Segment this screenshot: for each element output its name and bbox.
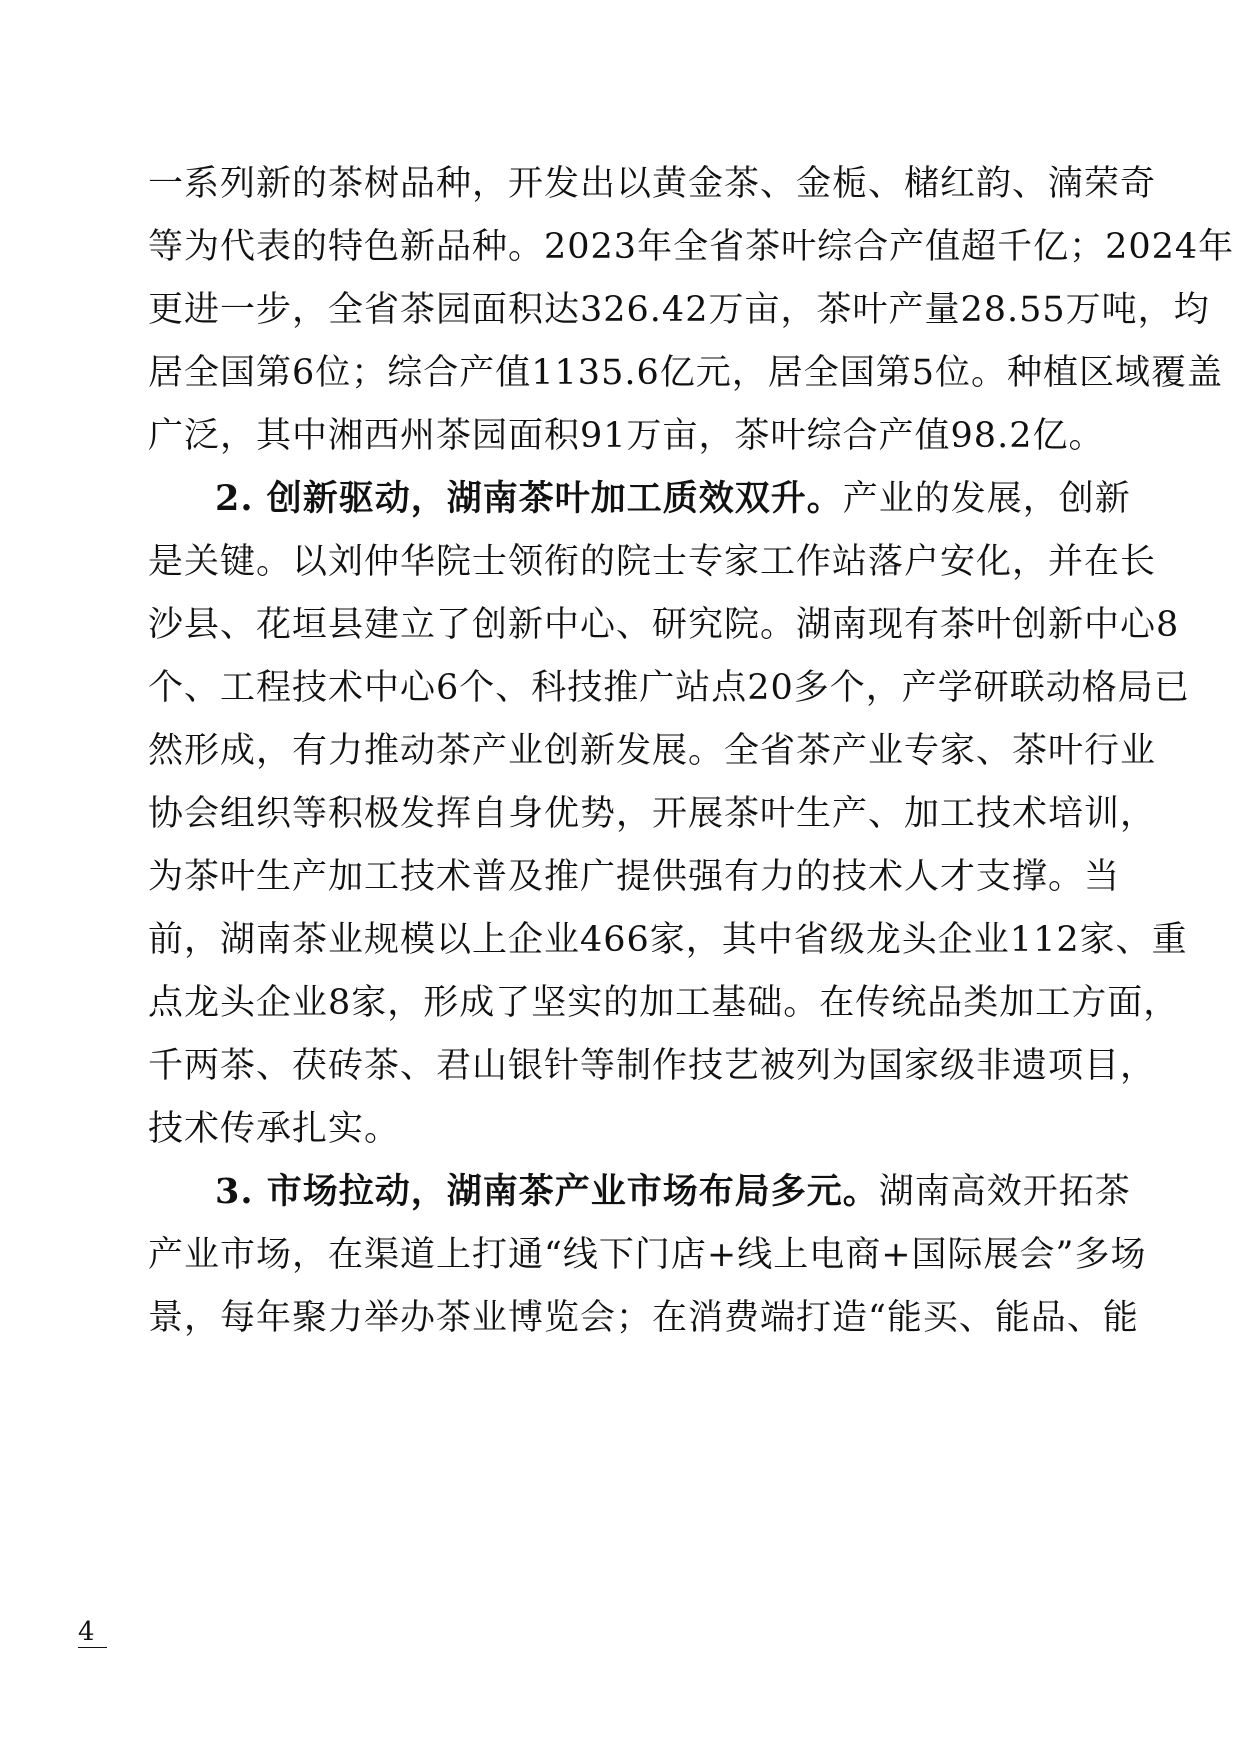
text-run: 产业的发展，创新 [842, 479, 1131, 519]
text-line: 个、工程技术中心6个、科技推广站点20多个，产学研联动格局已 [148, 668, 1190, 708]
text-line: 前，湖南茶业规模以上企业466家，其中省级龙头企业112家、重 [148, 920, 1188, 960]
text-line: 景，每年聚力举办茶业博览会；在消费端打造“能买、能品、能 [148, 1298, 1139, 1338]
text-line: 等为代表的特色新品种。2023年全省茶叶综合产值超千亿；2024年 [148, 227, 1235, 267]
text-line: 千两茶、茯砖茶、君山银针等制作技艺被列为国家级非遗项目， [148, 1046, 1157, 1086]
text-line: 技术传承扎实。 [148, 1109, 401, 1149]
text-line: 更进一步，全省茶园面积达326.42万亩，茶叶产量28.55万吨，均 [148, 290, 1210, 330]
text-line: 点龙头企业8家，形成了坚实的加工基础。在传统品类加工方面， [148, 983, 1180, 1023]
text-run: 湖南高效开拓茶 [878, 1172, 1131, 1212]
paragraph-first-line [215, 1170, 1131, 1214]
section-heading: 2. 创新驱动，湖南茶叶加工质效双升。 [215, 478, 843, 519]
text-line: 协会组织等积极发挥自身优势，开展茶叶生产、加工技术培训， [148, 794, 1157, 834]
text-line: 为茶叶生产加工技术普及推广提供强有力的技术人才支撑。当 [148, 857, 1121, 897]
paragraph-first-line [215, 477, 1131, 521]
page-number: 4 [78, 1617, 107, 1648]
text-line: 是关键。以刘仲华院士领衔的院士专家工作站落户安化，并在长 [148, 542, 1157, 582]
text-line: 沙县、花垣县建立了创新中心、研究院。湖南现有茶叶创新中心8 [148, 605, 1180, 645]
text-line: 一系列新的茶树品种，开发出以黄金茶、金栀、槠红韵、湳荣奇 [148, 164, 1157, 204]
section-heading: 3. 市场拉动，湖南茶产业市场布局多元。 [215, 1171, 879, 1212]
text-line: 居全国第6位；综合产值1135.6亿元，居全国第5位。种植区域覆盖 [148, 353, 1224, 393]
text-line: 广泛，其中湘西州茶园面积91万亩，茶叶综合产值98.2亿。 [148, 416, 1105, 456]
text-line: 产业市场，在渠道上打通“线下门店+线上电商+国际展会”多场 [148, 1235, 1147, 1275]
text-line: 然形成，有力推动茶产业创新发展。全省茶产业专家、茶叶行业 [148, 731, 1157, 771]
